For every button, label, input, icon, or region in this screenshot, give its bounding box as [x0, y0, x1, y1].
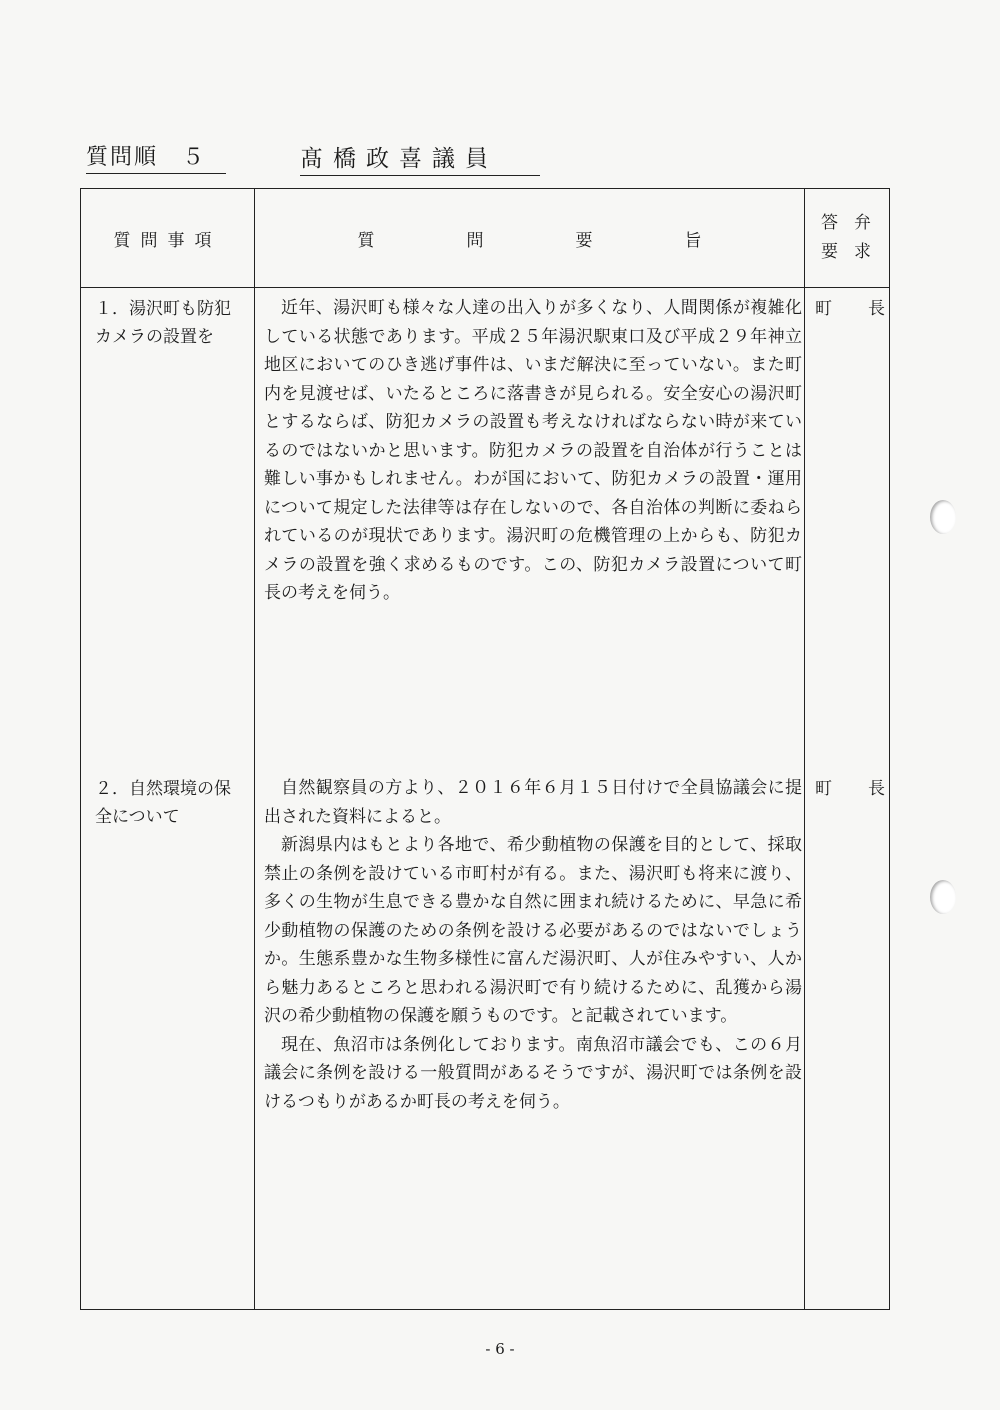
- column-header-gist-char: 質: [357, 230, 375, 251]
- response-char: 長: [868, 299, 885, 319]
- question-item-line: １．湯沢町も防犯: [95, 299, 231, 319]
- question-paragraph: 近年、湯沢町も様々な人達の出入りが多くなり、人間関係が複雑化している状態であります。平成２５年湯沢駅東口及び平成２９年神立地区においてのひき逃げ事件は、いまだ解決に至っていない。また町内を見渡せば、いたるところに落書きが見られる。安全安心の湯沢町とするならば、防犯カメラの設置も考えなければならない時が来ているのではないかと思います。防犯カメラの設置を自治体が行うことは難しい事かもしれません。わが国において、防犯カメラの設置・運用について規定した法律等は存在しないので、各自治体の判断に委ねられているのが現状であります。湯沢町の危機管理の上からも、防犯カメラの設置を強く求めるものです。この、防犯カメラ設置について町長の考えを伺う。: [264, 298, 802, 603]
- question-item-title: [95, 775, 255, 831]
- table-divider: [804, 189, 805, 1309]
- punch-hole-icon: [930, 500, 956, 534]
- table-header-divider: [81, 287, 889, 288]
- column-header-response-line: 要求: [821, 242, 887, 262]
- question-item-line: ２．自然環境の保: [95, 779, 231, 799]
- table-divider: [254, 189, 255, 1309]
- council-member-name: 髙橋政喜議員: [300, 140, 540, 176]
- column-header-item: 質問事項: [113, 230, 222, 251]
- response-char: 町: [815, 299, 832, 319]
- response-required: [815, 295, 885, 323]
- question-item-title: [95, 295, 255, 351]
- column-header-gist-char: 要: [575, 230, 593, 251]
- question-paragraph: 新潟県内はもとより各地で、希少動植物の保護を目的として、採取禁止の条例を設けている市町村が有る。また、湯沢町も将来に渡り、多くの生物が生息できる豊かな自然に囲まれ続けるために、早急に希少動植物の保護のための条例を設ける必要があるのではないでしょうか。生態系豊かな生物多様性に富んだ湯沢町、人が住みやすい、人から魅力あるところと思われる湯沢町で有り続けるために、乱獲から湯沢の希少動植物の保護を願うものです。と記載されています。: [264, 835, 802, 1026]
- question-paragraph: 自然観察員の方より、２０１６年６月１５日付けで全員協議会に提出された資料によると。: [264, 778, 802, 827]
- question-paragraph: 現在、魚沼市は条例化しております。南魚沼市議会でも、この６月議会に条例を設ける一般質問があるそうですが、湯沢町では条例を設けるつもりがあるか町長の考えを伺う。: [264, 1034, 802, 1112]
- response-char: 町: [815, 779, 832, 799]
- page-number: - 6 -: [485, 1340, 515, 1358]
- punch-hole-icon: [930, 880, 956, 914]
- column-header-response: [805, 209, 891, 267]
- question-item-line: カメラの設置を: [95, 327, 214, 347]
- question-gist-text: [264, 774, 802, 1116]
- column-header-gist: [255, 189, 804, 287]
- response-char: 長: [868, 779, 885, 799]
- question-gist-text: [264, 294, 802, 608]
- question-item-line: 全について: [95, 807, 180, 827]
- column-header-gist-char: 問: [466, 230, 484, 251]
- response-required: [815, 775, 885, 803]
- question-table: [80, 188, 890, 1310]
- column-header-gist-char: 旨: [684, 230, 702, 251]
- question-order-label: 質問順 ５: [86, 140, 226, 174]
- column-header-response-line: 答弁: [821, 213, 887, 233]
